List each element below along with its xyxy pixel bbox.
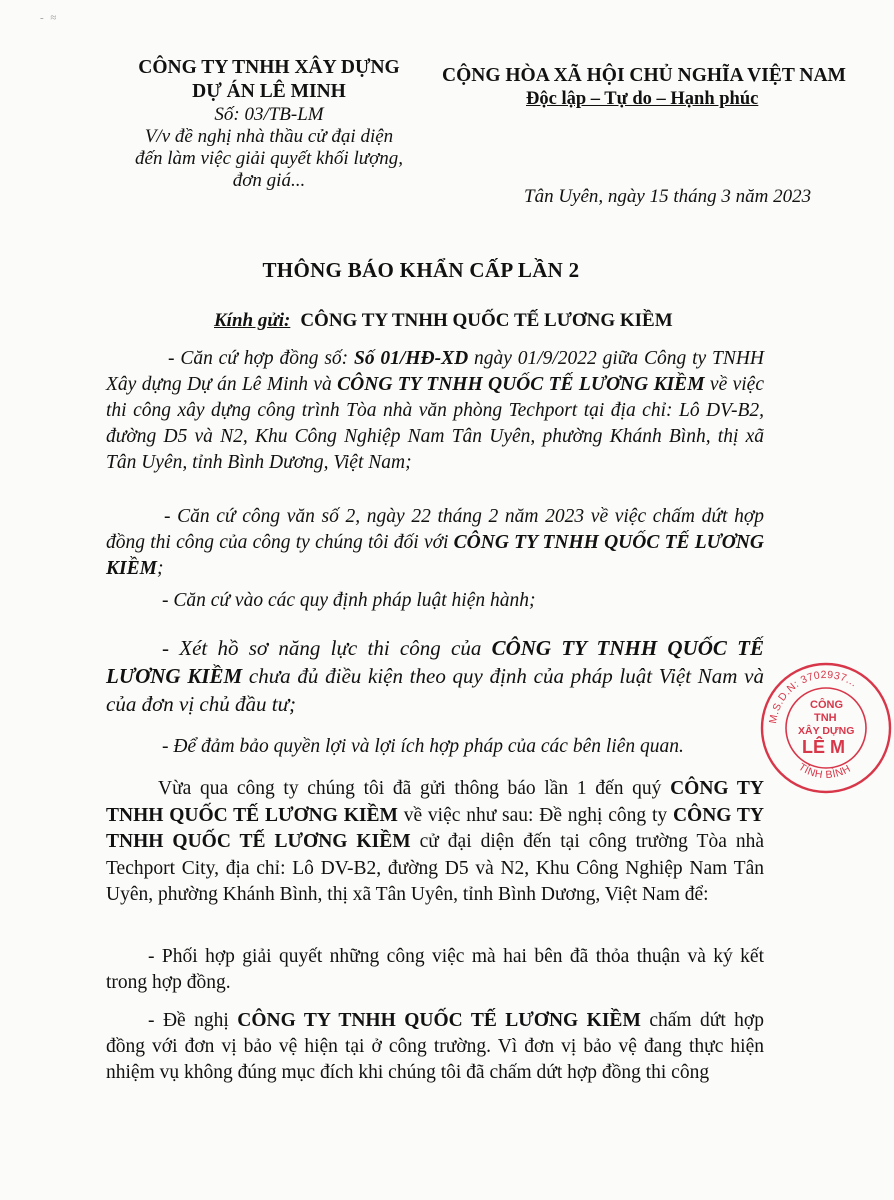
- p7-text: - Phối hợp giải quyết những công việc mà hai bên đã thỏa thuận và ký kết trong hợp đồng.: [106, 946, 764, 993]
- seal-line-1: CÔNG: [810, 699, 843, 711]
- p8-text-a: - Đề nghị: [148, 1010, 238, 1031]
- document-title: THÔNG BÁO KHẨN CẤP LẦN 2: [262, 258, 580, 282]
- seal-line-4: LÊ M: [802, 737, 845, 757]
- greeting-recipient: CÔNG TY TNHH QUỐC TẾ LƯƠNG KIỀM: [300, 310, 673, 331]
- seal-line-3: XÂY DỰNG: [798, 725, 855, 737]
- p6-text-e: cử đại diện đến tại công trường Tòa nhà Techport City, địa chỉ: Lô DV-B2, đường D5 và N2, Khu Công Nghiệp Nam Tân Uyên, phường Khánh Bình, thị xã Tân Uyên, tỉnh Bình Dương, Việt Nam để:: [106, 831, 764, 905]
- p6-company-name-1: CÔNG TY TNHH QUỐC TẾ LƯƠNG KIỀM: [106, 778, 764, 826]
- subject-line-2: đến làm việc giải quyết khối lượng,: [135, 148, 403, 169]
- p5-text: - Để đảm bảo quyền lợi và lợi ích hợp pháp của các bên liên quan.: [162, 736, 684, 757]
- p2-company-name: CÔNG TY TNHH QUỐC TẾ LƯƠNG KIỀM: [106, 532, 764, 579]
- paragraph-contract-basis: [106, 346, 764, 476]
- p4-company-name: CÔNG TY TNHH QUỐC TẾ LƯƠNG KIỀM: [106, 636, 764, 688]
- date-line: Tân Uyên, ngày 15 tháng 3 năm 2023: [524, 186, 812, 207]
- subject-line-3: đơn giá...: [232, 170, 306, 191]
- paragraph-terminate-security: [106, 1008, 764, 1086]
- p4-text-a: - Xét hồ sơ năng lực thi công của: [162, 636, 492, 660]
- p1-text-a: - Căn cứ hợp đồng số:: [168, 348, 354, 369]
- subject-line-1: V/v đề nghị nhà thầu cử đại diện: [144, 126, 394, 147]
- p1-text-c: ngày 01/9/2022 giữa Công ty TNHH Xây dựng Dự án Lê Minh và: [106, 348, 764, 395]
- seal-line-2: TNH: [814, 712, 837, 724]
- p1-company-name: CÔNG TY TNHH QUỐC TẾ LƯƠNG KIỀM: [337, 374, 705, 395]
- document-number: Số: 03/TB-LM: [214, 104, 324, 125]
- national-motto: Độc lập – Tự do – Hạnh phúc: [526, 89, 759, 109]
- company-seal: [758, 660, 894, 796]
- paragraph-first-notice: [106, 776, 764, 909]
- paragraph-coordinate: [106, 944, 764, 996]
- p2-text-a: - Căn cứ công văn số 2, ngày 22 tháng 2 năm 2023 về việc chấm dứt hợp đồng thi công của công ty chúng tôi đối với: [106, 506, 764, 553]
- paragraph-official-letter: [106, 504, 764, 582]
- p8-text-c: chấm dứt hợp đồng với đơn vị bảo vệ hiện tại ở công trường. Vì đơn vị bảo vệ đang thực hiện nhiệm vụ không đúng mục đích khi chúng tôi đã chấm dứt hợp đồng thi công: [106, 1010, 764, 1083]
- p6-text-c: về việc như sau: Đề nghị công ty: [397, 804, 673, 826]
- page-scan-mark: - ≈: [40, 12, 59, 24]
- national-header: [442, 64, 862, 110]
- p8-company-name: CÔNG TY TNHH QUỐC TẾ LƯƠNG KIỀM: [237, 1010, 641, 1031]
- paragraph-rights: [106, 734, 764, 760]
- issuer-name-line1: CÔNG TY TNHH XÂY DỰNG: [138, 57, 400, 78]
- greeting: [214, 310, 673, 332]
- p3-text: - Căn cứ vào các quy định pháp luật hiện hành;: [162, 590, 536, 611]
- p6-text-a: Vừa qua công ty chúng tôi đã gửi thông báo lần 1 đến quý: [158, 778, 671, 799]
- nation-name: CỘNG HÒA XÃ HỘI CHỦ NGHĨA VIỆT NAM: [442, 65, 846, 86]
- p4-text-c: chưa đủ điều kiện theo quy định của pháp luật Việt Nam và của đơn vị chủ đầu tư;: [106, 664, 764, 716]
- seal-ring-text: M.S.D.N: 3702937...: [767, 668, 860, 725]
- issuer-name-line2: DỰ ÁN LÊ MINH: [192, 81, 346, 102]
- greeting-label: Kính gửi:: [214, 310, 291, 331]
- p1-contract-number: Số 01/HĐ-XD: [353, 348, 469, 369]
- seal-bottom-text: TỈNH BÌNH: [796, 761, 853, 782]
- p6-company-name-2: CÔNG TY TNHH QUỐC TẾ LƯƠNG KIỀM: [106, 804, 764, 852]
- paragraph-capacity-review: [106, 634, 764, 718]
- p1-text-e: về việc thi công xây dựng công trình Tòa nhà văn phòng Techport tại địa chỉ: Lô DV-B2, đường D5 và N2, Khu Công Nghiệp Nam Tân Uyên, phường Khánh Bình, thị xã Tân Uyên, tỉnh Bình Dương, Việt Nam;: [106, 374, 764, 473]
- paragraph-legal-basis: [106, 588, 764, 614]
- issuer-header: [110, 56, 428, 192]
- p2-text-c: ;: [156, 558, 164, 579]
